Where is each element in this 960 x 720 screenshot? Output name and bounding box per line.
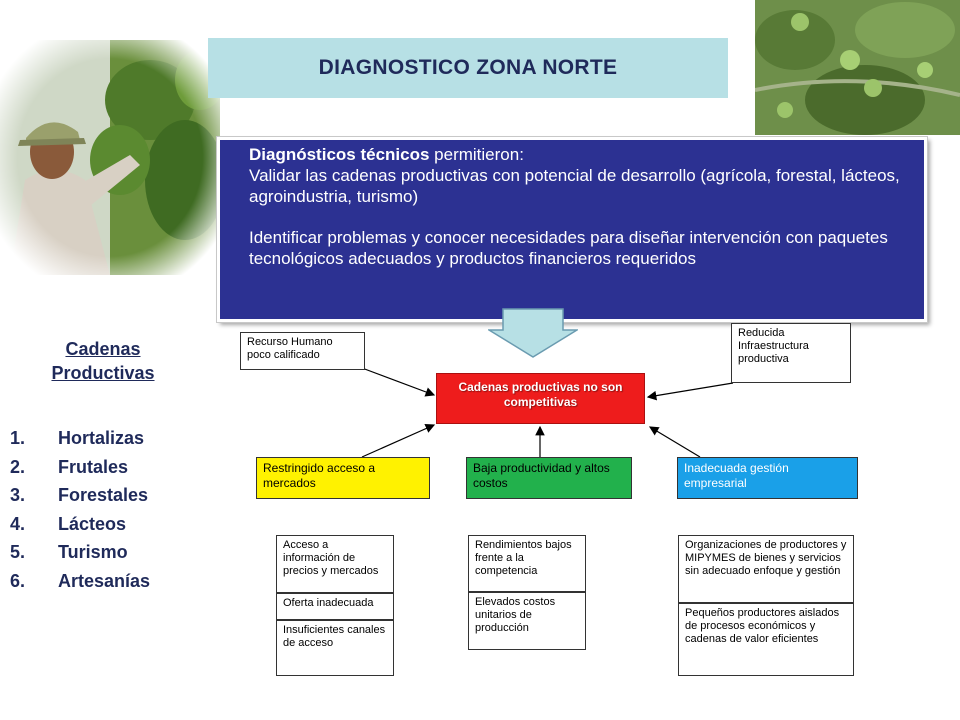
diagnostics-heading-rest: permitieron: [429, 145, 524, 164]
list-item-number: 5. [10, 542, 26, 562]
productivity-box [466, 457, 632, 499]
market-access-text: Restringido acceso a mercados [263, 461, 376, 490]
list-item-label: Forestales [58, 485, 149, 505]
diagnostics-paragraph-2: Identificar problemas y conocer necesidades para diseñar intervención con paquetes tecnológicos adecuados y productos financieros requeridos [249, 228, 888, 268]
market-access-box [256, 457, 430, 499]
diagnostics-intro [249, 144, 912, 165]
list-item-number: 4. [10, 513, 26, 534]
chains-title-line-1: Cadenas [65, 339, 141, 359]
list-item [10, 510, 210, 539]
human-resource-text: Recurso Humano poco calificado [247, 336, 333, 361]
list-item-number: 3. [10, 485, 26, 505]
infrastructure-text: Reducida Infraestructura productiva [738, 327, 809, 365]
chains-title-line-2: Productivas [51, 363, 155, 383]
detail-channels-text: Insuficientes canales de acceso [283, 624, 386, 649]
detail-costs-text: Elevados costos unitarios de producción [475, 596, 556, 634]
central-problem-text: Cadenas productivas no son competitivas [458, 380, 623, 409]
list-item-number: 1. [10, 428, 26, 448]
list-item-label: Hortalizas [58, 428, 145, 448]
detail-price-info [276, 535, 394, 593]
detail-supply [276, 593, 394, 620]
detail-organizations-text: Organizaciones de productores y MIPYMES de bienes y servicios sin adecuado enfoque y gestión [685, 539, 847, 577]
detail-yields-text: Rendimientos bajos frente a la competencia [475, 539, 572, 577]
list-item [10, 453, 210, 482]
farmer-photo [0, 40, 220, 275]
detail-channels [276, 620, 394, 676]
chains-list [10, 424, 210, 595]
infrastructure-box [731, 323, 851, 383]
diagnostics-heading: Diagnósticos técnicos [249, 145, 430, 164]
list-item-number: 2. [10, 456, 26, 477]
detail-yields [468, 535, 586, 592]
list-item [10, 538, 210, 567]
diagnostics-box [217, 137, 927, 322]
list-item [10, 567, 210, 596]
down-arrow-icon [488, 308, 578, 358]
detail-small-producers [678, 603, 854, 676]
detail-price-info-text: Acceso a información de precios y mercados [283, 539, 379, 577]
page-title [208, 38, 728, 98]
central-problem-box [436, 373, 645, 424]
list-item-label: Frutales [58, 456, 129, 477]
detail-supply-text: Oferta inadecuada [283, 597, 374, 609]
tomato-plant-photo [755, 0, 960, 135]
management-box [677, 457, 858, 499]
detail-small-producers-text: Pequeños productores aislados de procesos económicos y cadenas de valor eficientes [685, 607, 840, 645]
list-item-number: 6. [10, 570, 26, 591]
page-title-text: DIAGNOSTICO ZONA NORTE [318, 56, 618, 79]
list-item-label: Artesanías [58, 570, 151, 591]
list-item-label: Lácteos [58, 513, 127, 534]
list-item [10, 424, 210, 453]
productivity-text: Baja productividad y altos costos [473, 461, 610, 490]
detail-costs [468, 592, 586, 650]
management-text: Inadecuada gestión empresarial [684, 461, 789, 490]
list-item [10, 481, 210, 510]
detail-organizations [678, 535, 854, 603]
chains-title [18, 337, 188, 385]
list-item-label: Turismo [58, 542, 128, 562]
human-resource-box [240, 332, 365, 370]
diagnostics-paragraph-1: Validar las cadenas productivas con potencial de desarrollo (agrícola, forestal, lácteos, agroindustria, turismo) [249, 166, 900, 206]
